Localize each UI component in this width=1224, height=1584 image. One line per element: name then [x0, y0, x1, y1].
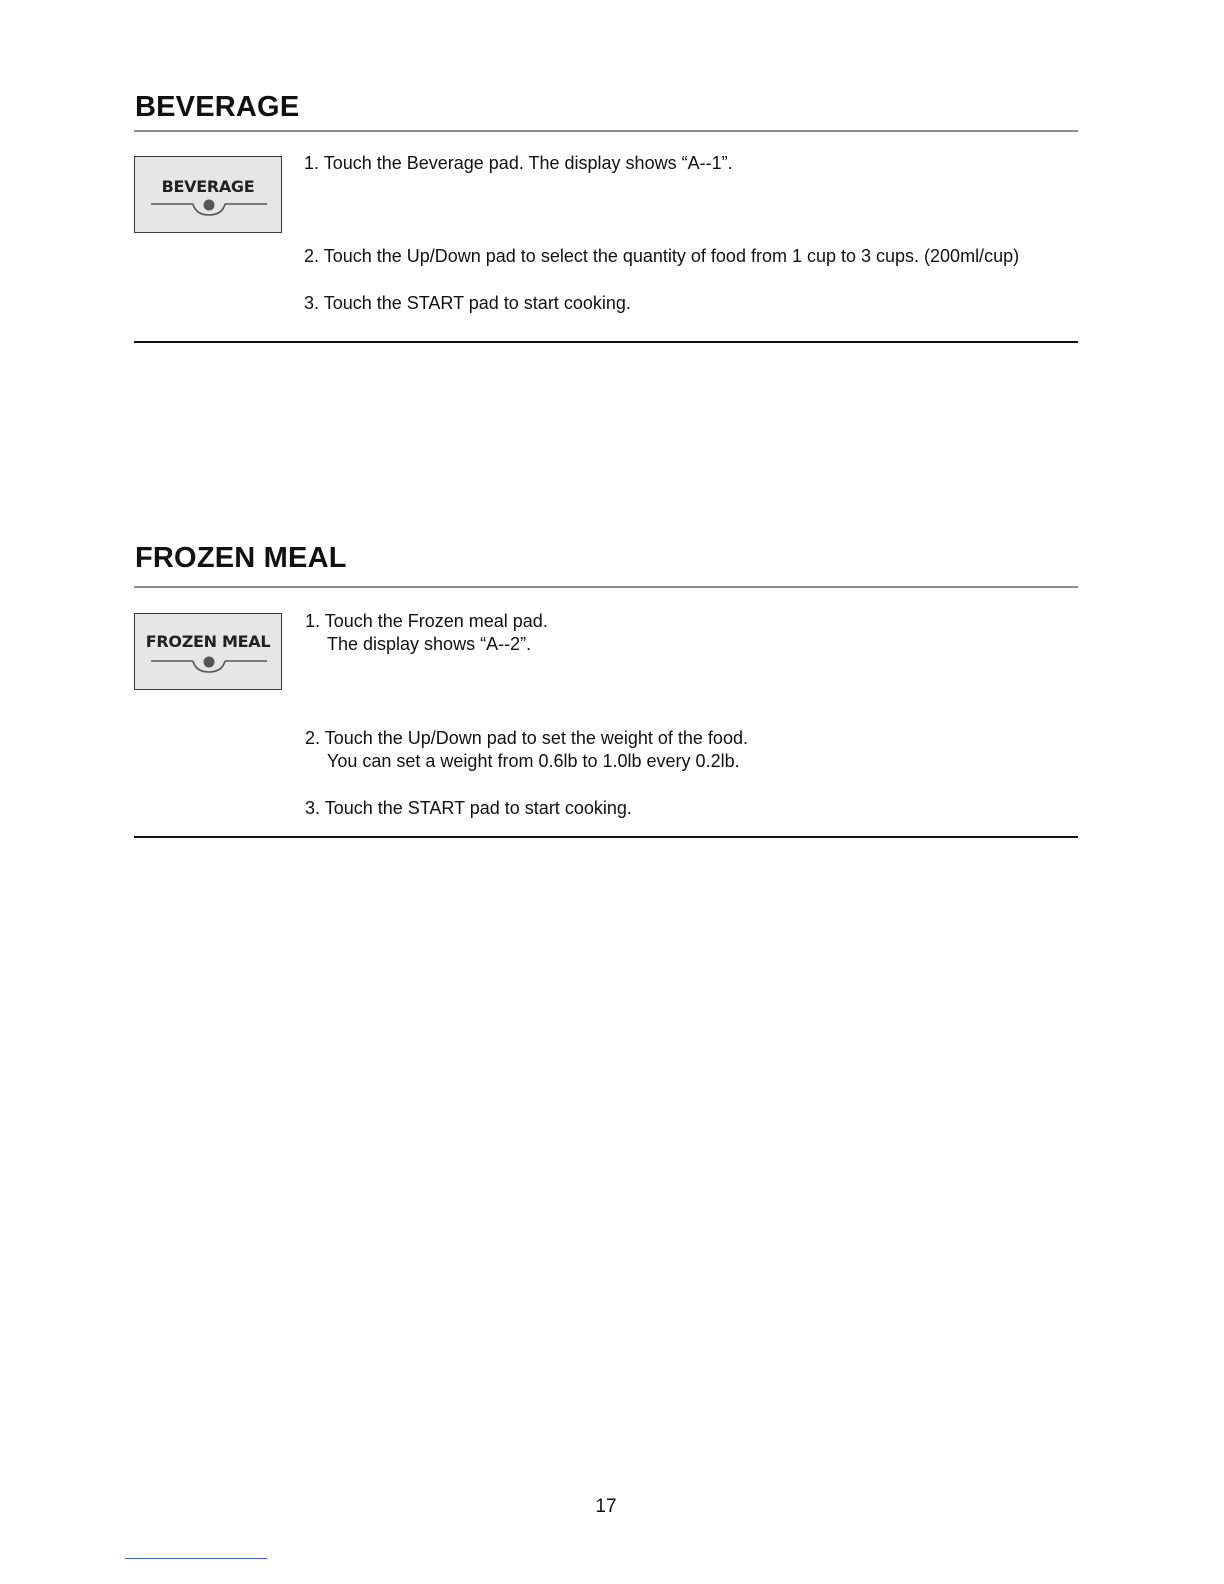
beverage-heading-divider [134, 130, 1078, 132]
pad-indicator-icon [151, 656, 267, 678]
frozen-meal-pad-illustration [134, 613, 282, 690]
frozen-meal-step-2 [305, 727, 748, 773]
footer-link-underline [125, 1558, 267, 1559]
frozen-meal-step-2-line-1: 2. Touch the Up/Down pad to set the weight of the food. [305, 728, 748, 748]
beverage-pad-illustration [134, 156, 282, 233]
frozen-meal-section-end-divider [134, 836, 1078, 838]
beverage-step-1: 1. Touch the Beverage pad. The display shows “A--1”. [304, 153, 733, 173]
frozen-meal-step-1 [305, 610, 548, 656]
frozen-meal-pad-label: FROZEN MEAL [145, 632, 271, 651]
frozen-meal-step-1-line-1: 1. Touch the Frozen meal pad. [305, 611, 548, 631]
page-number: 17 [595, 1496, 617, 1517]
beverage-step-3: 3. Touch the START pad to start cooking. [304, 293, 631, 313]
frozen-meal-step-3 [305, 797, 632, 820]
pad-indicator-icon [151, 199, 267, 221]
beverage-step-2: 2. Touch the Up/Down pad to select the quantity of food from 1 cup to 3 cups. (200ml/cup) [304, 246, 1020, 266]
beverage-section-end-divider [134, 341, 1078, 343]
frozen-meal-heading-divider [134, 586, 1078, 588]
beverage-pad-label: BEVERAGE [161, 177, 255, 196]
frozen-meal-heading: FROZEN MEAL [135, 542, 347, 574]
frozen-meal-step-3-line-1: 3. Touch the START pad to start cooking. [305, 798, 632, 818]
beverage-heading: BEVERAGE [135, 91, 300, 123]
frozen-meal-step-2-line-2: You can set a weight from 0.6lb to 1.0lb every 0.2lb. [327, 751, 740, 771]
frozen-meal-step-1-line-2: The display shows “A--2”. [327, 634, 532, 654]
